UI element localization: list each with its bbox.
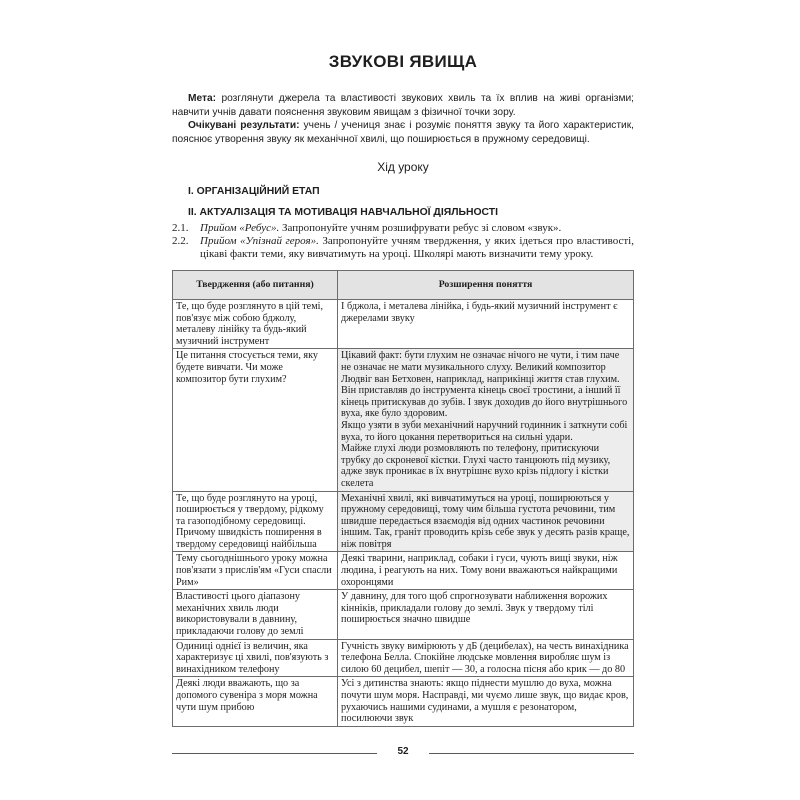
lesson-course-heading: Хід уроку: [377, 160, 429, 174]
item-technique: Прийом «Упізнай героя».: [200, 235, 319, 247]
table-header-expansion: Розширення поняття: [338, 271, 634, 300]
expansion-cell: Деякі тварини, наприклад, собаки і гуси, чують вищі звуки, ніж людина, і реагують на них. Тому вони вважаються найкращими охоронцями: [338, 552, 634, 590]
table-row: [173, 300, 634, 349]
goal-label: Мета:: [188, 93, 217, 104]
table-row: [173, 677, 634, 726]
table-row: [173, 491, 634, 552]
statement-cell: Тему сьогоднішнього уроку можна пов'язати з прислів'ям «Гуси спасли Рим»: [173, 552, 338, 590]
expansion-cell: У давнину, для того щоб спрогнозувати наближення ворожих кінніків, прикладали голову до землі. Звук у твердому тілі поширюється значно швидше: [338, 590, 634, 639]
item-body: Запропонуйте учням твердження, у яких ідеться про властивості, цікаві факти теми, яку вивчатимуть на уроці. Школярі мають визначити тему уроку.: [200, 235, 634, 260]
item-technique: Прийом «Ребус».: [200, 222, 280, 234]
item-2-2: [172, 235, 634, 261]
statement-cell: Властивості цього діапазону механічних хвиль люди використовували в давнину, прикладаючи голову до землі: [173, 590, 338, 639]
statement-cell: Те, що буде розглянуто в цій темі, пов'язує між собою бджолу, металеву лінійку та будь-який музичний інструмент: [173, 300, 338, 349]
table-row: [173, 590, 634, 639]
goal-text: розглянути джерела та властивості звукових хвиль та їх вплив на живі організми; навчити учнів давати пояснення звуковим явищам з фізичної точки зору.: [172, 93, 634, 118]
footer-rule-right: [429, 753, 634, 754]
item-body: Запропонуйте учням розшифрувати ребус зі словом «звук».: [279, 222, 562, 234]
page-number: 52: [397, 746, 409, 757]
statements-table: [172, 270, 634, 727]
statement-cell: Одиниці однієї із величин, яка характеризує ці хвилі, пов'язують з винахідником телефону: [173, 639, 338, 677]
expansion-cell: Механічні хвилі, які вивчатимуться на уроці, поширюються у пружному середовищі, тому чим більша густота речовини, тим швидше передається взаємодія від одних частинок речовини іншим. Так, граніт проводить крізь себе звук у десять разів краще, ніж повітря: [338, 491, 634, 552]
page-footer: [172, 743, 634, 763]
item-text: [200, 222, 634, 235]
statement-cell: Те, що буде розглянуто на уроці, поширюється у твердому, рідкому та газоподібному середовищі. Причому швидкість поширення в твердому середовищі найбільша: [173, 491, 338, 552]
expansion-cell: Цікавий факт: бути глухим не означає нічого не чути, і тим паче не означає не мати музикального слуху. Великий композитор Людвіг ван Бетховен, наприклад, наприкінці життя став глухим. Він приставляв до інструмента кінець своєї тростини, а інший її кінець притискував до зубів. І звук доходив до його внутрішнього вуха, яке було здоровим. Якщо узяти в зуби механічний наручний годинник і заткнути собі вуха, то його цокання перетвориться на сильні удари. Майже глухі люди розмовляють по телефону, притискуючи трубку до скроневої кістки. Глухі часто танцюють під музику, адже звук проникає в їх внутрішнє вухо крізь підлогу і кістки скелета: [338, 349, 634, 491]
item-2-1: [172, 222, 634, 235]
table-row: [173, 552, 634, 590]
page-content: [172, 52, 634, 727]
expansion-cell: І бджола, і металева лінійка, і будь-який музичний інструмент є джерелами звуку: [338, 300, 634, 349]
statement-cell: Деякі люди вважають, що за допомого сувеніра з моря можна чути шум прибою: [173, 677, 338, 726]
table-row: [173, 349, 634, 491]
expected-text: учень / учениця знає і розуміє поняття звуку та його характеристик, пояснює утворення звуку як механічної хвилі, що поширюється в пружному середовищі.: [172, 120, 634, 145]
stage-1-heading: I. ОРГАНІЗАЦІЙНИЙ ЕТАП: [188, 186, 320, 197]
expansion-cell: Усі з дитинства знають: якщо піднести мушлю до вуха, можна почути шум моря. Насправді, ми чуємо лише звук, що видає кров, рухаючись нашими судинами, а мушля є резонатором, посилюючи звук: [338, 677, 634, 726]
expected-paragraph: [172, 119, 634, 146]
stage-2-heading: II. АКТУАЛІЗАЦІЯ ТА МОТИВАЦІЯ НАВЧАЛЬНОЇ ДІЯЛЬНОСТІ: [188, 207, 499, 218]
page-title: ЗВУКОВІ ЯВИЩА: [328, 52, 478, 71]
item-text: [200, 235, 634, 261]
item-number: 2.2.: [172, 235, 189, 247]
expected-label: Очікувані результати:: [188, 120, 300, 131]
table-row: [173, 639, 634, 677]
statement-cell: Це питання стосується теми, яку будете вивчати. Чи може композитор бути глухим?: [173, 349, 338, 491]
expansion-cell: Гучність звуку вимірюють у дБ (децибелах), на честь винахідника телефона Белла. Спокійне людське мовлення виробляє шум із силою 60 децибел, шепіт — 30, а голосна пісня або крик — до 80: [338, 639, 634, 677]
goal-paragraph: [172, 92, 634, 119]
table-header-row: [173, 271, 634, 300]
item-number: 2.1.: [172, 222, 189, 234]
table-header-statement: Твердження (або питання): [173, 271, 338, 300]
